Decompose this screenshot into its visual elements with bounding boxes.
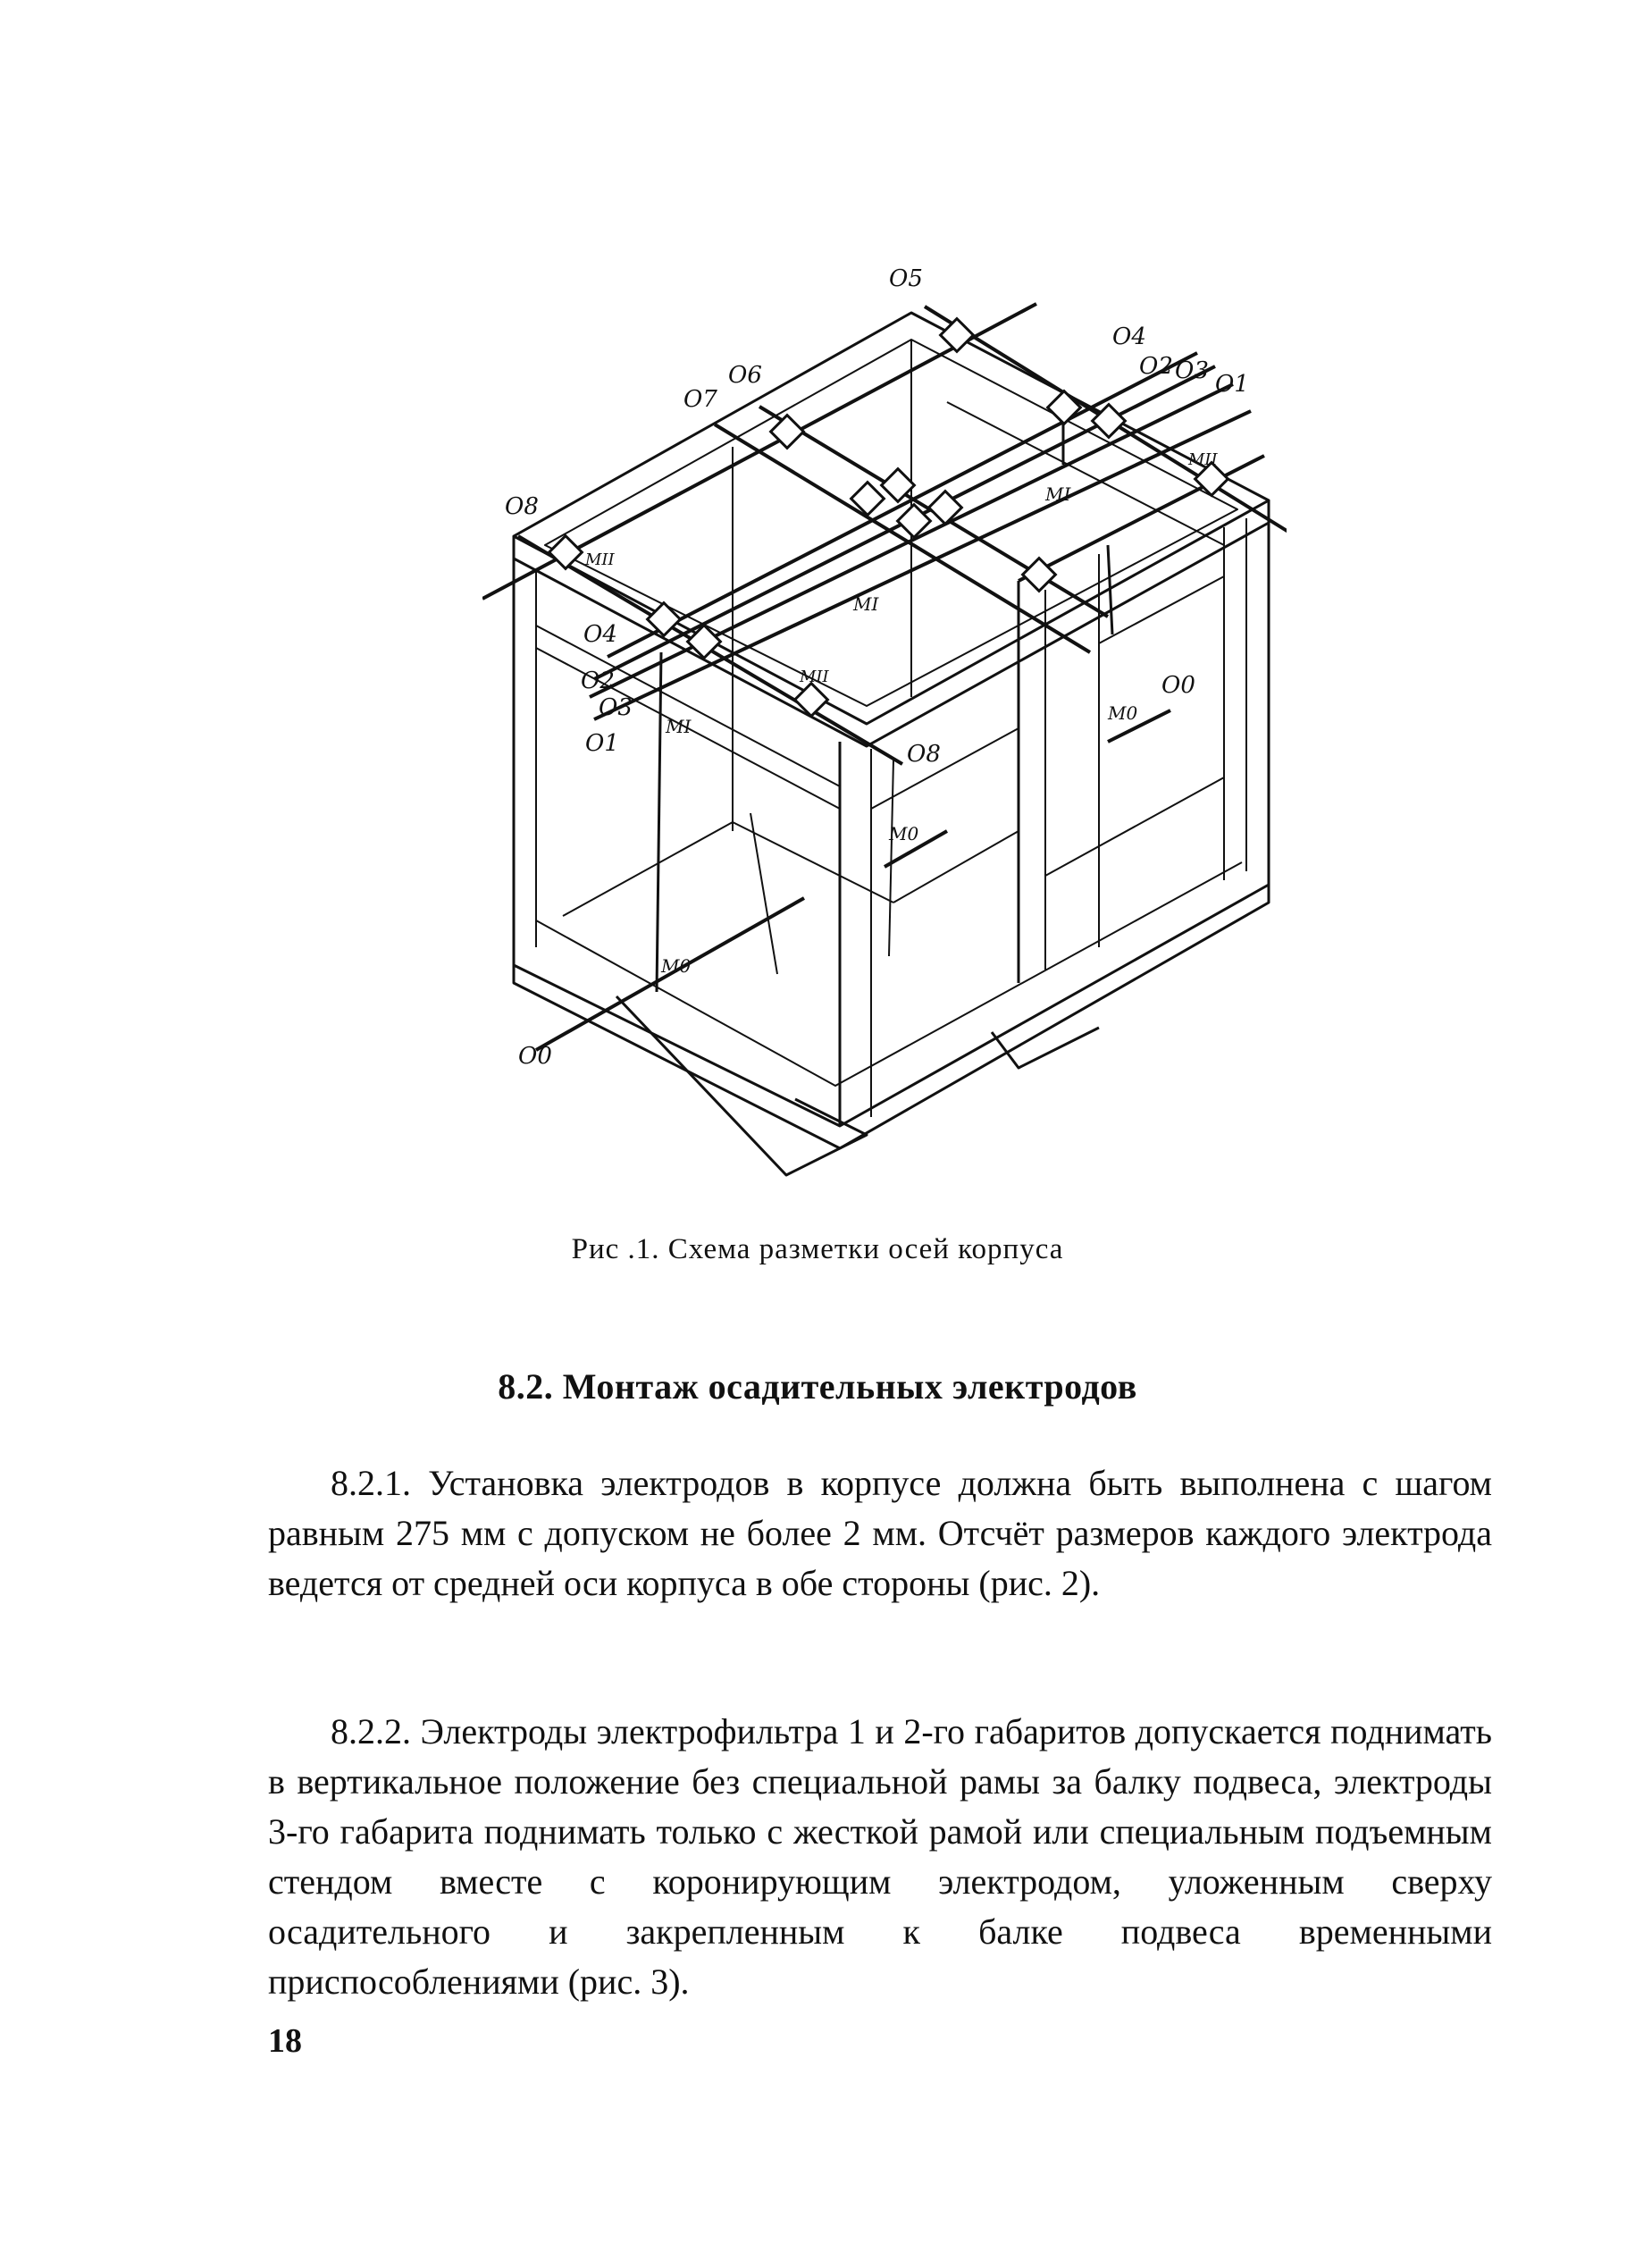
label-m1-left: MI	[666, 716, 692, 737]
label-o1-left: O1	[585, 730, 619, 757]
page-number: 18	[268, 2022, 302, 2060]
hopper-right	[992, 1028, 1099, 1068]
label-o5: O5	[889, 265, 923, 292]
label-o3-left: O3	[599, 694, 633, 721]
label-m0-mid: M0	[889, 823, 919, 844]
label-o4-left: O4	[583, 621, 617, 648]
hopper-left	[616, 996, 867, 1175]
label-o2-left: O2	[581, 668, 615, 694]
paragraph-8-2-1: 8.2.1. Установка электродов в корпусе должна быть выполнена с шагом равным 275 мм с допуском не более 2 мм. Отсчёт размеров каждого электрода ведется от средней оси корпуса в обе стороны (рис. 2).	[268, 1463, 1492, 1603]
label-m2-left: MII	[585, 550, 615, 569]
label-m1-mid: MI	[853, 593, 879, 615]
label-m2-front: MII	[800, 668, 829, 686]
diagram-svg	[482, 259, 1287, 1206]
label-o6: O6	[728, 362, 762, 389]
label-o4-top: O4	[1112, 323, 1146, 350]
label-o3-top: O3	[1175, 357, 1209, 384]
paragraph-8-2-2: 8.2.2. Электроды электрофильтра 1 и 2-го габаритов допускается поднимать в вертикальное положение без специальной рамы за балку подвеса, электроды 3-го габарита поднимать только с жесткой рамой или специальным подъемным стендом вместе с коронирующим электродом, уложенным сверху осадительного и закрепленным к балке подвеса временными приспособлениями (рис. 3).	[268, 1711, 1492, 2002]
label-o8-right: O8	[907, 741, 941, 768]
label-m1-top: MI	[1045, 483, 1071, 505]
label-o7: O7	[683, 386, 717, 413]
label-o1-top: O1	[1215, 371, 1249, 398]
label-m0-bottom: M0	[661, 955, 692, 977]
figure-caption: Рис .1. Схема разметки осей корпуса	[571, 1233, 1064, 1265]
label-o8-left: O8	[505, 493, 539, 520]
housing-axes-diagram	[482, 259, 1287, 1206]
label-o2-top: O2	[1139, 353, 1173, 380]
section-heading: 8.2. Монтаж осадительных электродов	[498, 1366, 1137, 1407]
label-o0-left: O0	[518, 1043, 552, 1070]
label-m2-right: MII	[1188, 450, 1218, 469]
label-o0-right: O0	[1161, 672, 1195, 699]
label-m0-right: M0	[1108, 702, 1138, 724]
